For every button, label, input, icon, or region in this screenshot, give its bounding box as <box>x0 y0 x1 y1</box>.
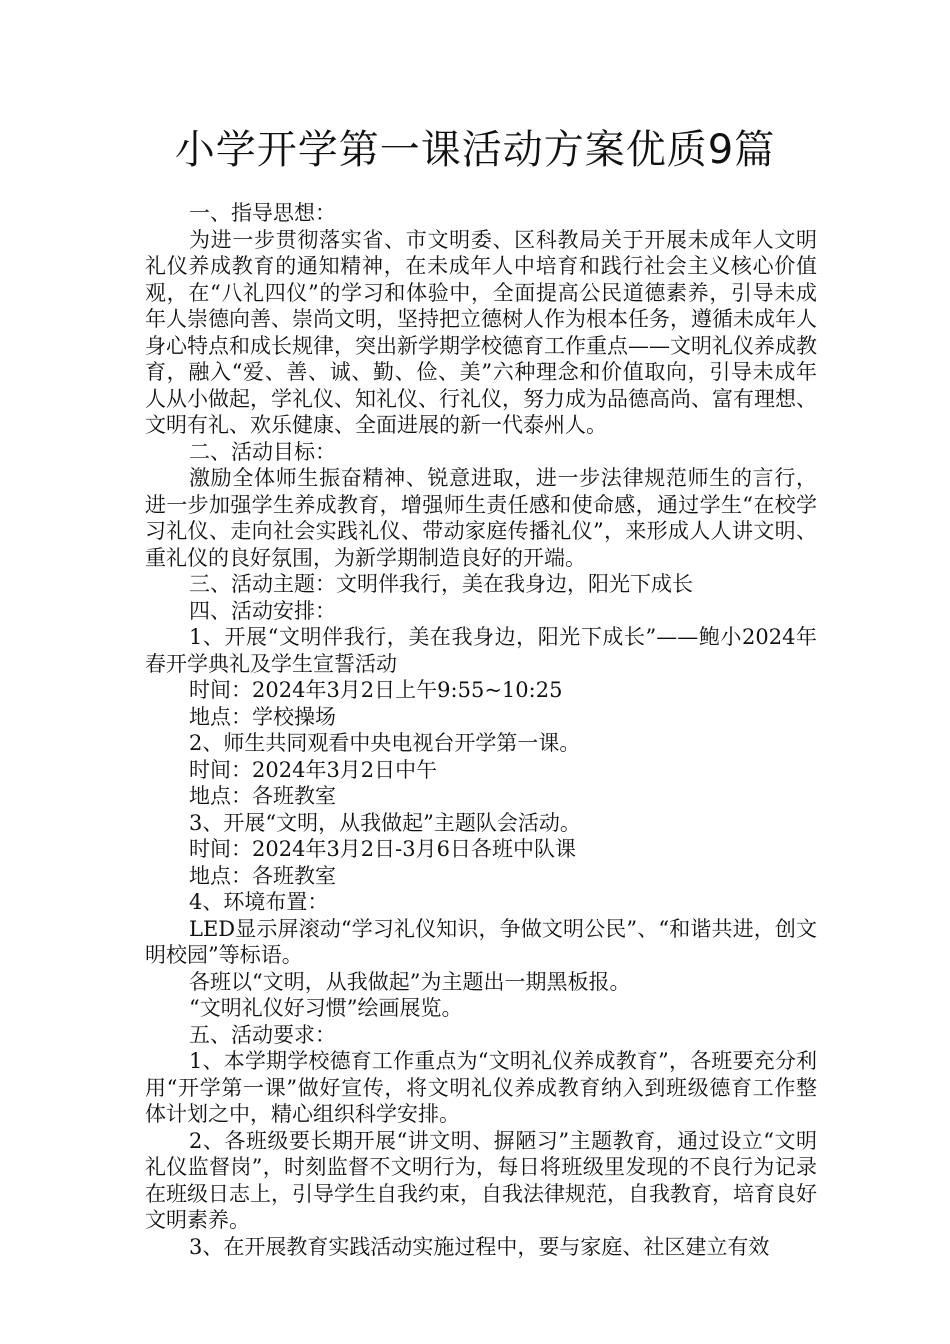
requirement-item-2: 2、各班级要长期开展“讲文明、摒陋习”主题教育，通过设立“文明礼仪监督岗”，时刻监督不文明行为，每日将班级里发现的不良行为记录在班级日志上，引导学生自我约束，自我法律规范，自我教育，培育良好文明素养。 <box>145 1128 817 1232</box>
section-heading-guiding-ideology: 一、指导思想： <box>189 201 336 225</box>
arrangement-item-3-time: 时间：2024年3月2日-3月6日各班中队课 <box>189 837 576 861</box>
arrangement-item-3-place: 地点：各班教室 <box>189 863 336 888</box>
section-heading-activity-arrangement: 四、活动安排： <box>189 598 336 623</box>
arrangement-item-2: 2、师生共同观看中央电视台开学第一课。 <box>189 731 581 755</box>
arrangement-item-2-place: 地点：各班教室 <box>189 784 336 808</box>
requirement-item-3: 3、在开展教育实践活动实施过程中，要与家庭、社区建立有效 <box>189 1234 770 1259</box>
section-heading-activity-theme: 三、活动主题：文明伴我行，美在我身边，阳光下成长 <box>189 572 693 596</box>
document-title: 小学开学第一课活动方案优质9篇 <box>174 127 776 173</box>
arrangement-item-3: 3、开展“文明，从我做起”主题队会活动。 <box>189 810 581 835</box>
arrangement-item-2-time: 时间：2024年3月2日中午 <box>189 757 438 782</box>
arrangement-item-4-blackboard: 各班以“文明，从我做起”为主题出一期黑板报。 <box>189 969 631 994</box>
paragraph-guiding-ideology: 为进一步贯彻落实省、市文明委、区科教局关于开展未成年人文明礼仪养成教育的通知精神，在未成年人中培育和践行社会主义核心价值观，在“八礼四仪”的学习和体验中，全面提高公民道德素养，引导未成年人崇德向善、崇尚文明，坚持把立德树人作为根本任务，遵循未成年人身心特点和成长规律，突出新学期学校德育工作重点——文明礼仪养成教育，融入“爱、善、诚、勤、俭、美”六种理念和价值取向，引导未成年人从小做起，学礼仪、知礼仪、行礼仪，努力成为品德高尚、富有理想、文明有礼、欢乐健康、全面进展的新一代泰州人。 <box>145 227 817 437</box>
arrangement-item-4-painting: “文明礼仪好习惯”绘画展览。 <box>189 996 463 1020</box>
section-heading-activity-goals: 二、活动目标： <box>189 439 336 464</box>
document-body <box>145 200 817 1260</box>
arrangement-item-1-time: 时间：2024年3月2日上午9:55~10:25 <box>189 678 563 702</box>
section-heading-activity-requirements: 五、活动要求： <box>189 1022 336 1047</box>
arrangement-item-1: 1、开展“文明伴我行，美在我身边，阳光下成长”——鲍小2024年春开学典礼及学生宣誓活动 <box>145 625 817 676</box>
arrangement-item-4-led: LED显示屏滚动“学习礼仪知识，争做文明公民”、“和谐共进，创文明校园”等标语。 <box>145 916 817 967</box>
arrangement-item-4: 4、环境布置： <box>189 890 329 914</box>
arrangement-item-1-place: 地点：学校操场 <box>189 704 336 729</box>
requirement-item-1: 1、本学期学校德育工作重点为“文明礼仪养成教育”，各班要充分利用“开学第一课”做好宣传，将文明礼仪养成教育纳入到班级德育工作整体计划之中，精心组织科学安排。 <box>145 1049 817 1126</box>
paragraph-activity-goals: 激励全体师生振奋精神、锐意进取，进一步法律规范师生的言行，进一步加强学生养成教育，增强师生责任感和使命感，通过学生“在校学习礼仪、走向社会实践礼仪、带动家庭传播礼仪”，来形成人人讲文明、重礼仪的良好氛围，为新学期制造良好的开端。 <box>145 466 817 570</box>
